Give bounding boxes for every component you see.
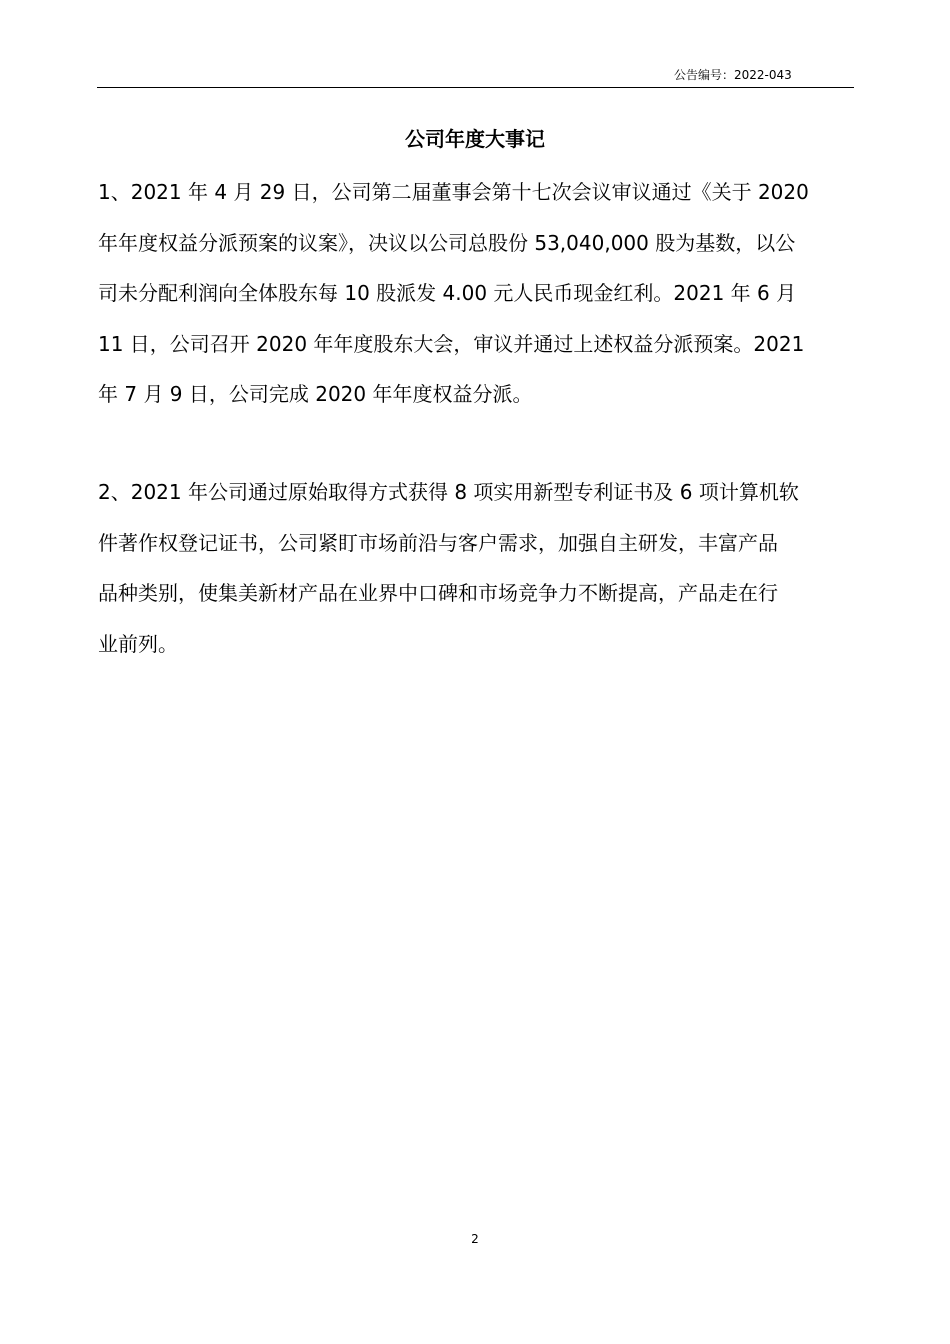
paragraph-line: 司未分配利润向全体股东每 10 股派发 4.00 元人民币现金红利。2021 年 6 月 bbox=[98, 281, 797, 305]
paragraph-line: 2、2021 年公司通过原始取得方式获得 8 项实用新型专利证书及 6 项计算机软 bbox=[98, 480, 799, 504]
event-paragraph-2 bbox=[98, 467, 854, 669]
announcement-number: 公告编号：2022-043 bbox=[674, 68, 792, 82]
page-number: 2 bbox=[471, 1232, 479, 1246]
paragraph-line: 年 7 月 9 日，公司完成 2020 年年度权益分派。 bbox=[98, 382, 533, 406]
paragraph-line: 件著作权登记证书，公司紧盯市场前沿与客户需求，加强自主研发，丰富产品 bbox=[98, 530, 778, 555]
header-divider bbox=[97, 87, 854, 88]
page-title: 公司年度大事记 bbox=[405, 127, 545, 151]
paragraph-line: 品种类别，使集美新材产品在业界中口碑和市场竞争力不断提高，产品走在行 bbox=[98, 581, 778, 605]
paragraph-line: 1、2021 年 4 月 29 日，公司第二届董事会第十七次会议审议通过《关于 2020 bbox=[98, 180, 809, 204]
paragraph-line: 年年度权益分派预案的议案》，决议以公司总股份 53,040,000 股为基数，以公 bbox=[98, 230, 796, 255]
paragraph-line: 11 日，公司召开 2020 年年度股东大会，审议并通过上述权益分派预案。2021 bbox=[98, 331, 805, 356]
paragraph-line: 业前列。 bbox=[98, 631, 178, 656]
event-paragraph-1 bbox=[98, 167, 854, 420]
